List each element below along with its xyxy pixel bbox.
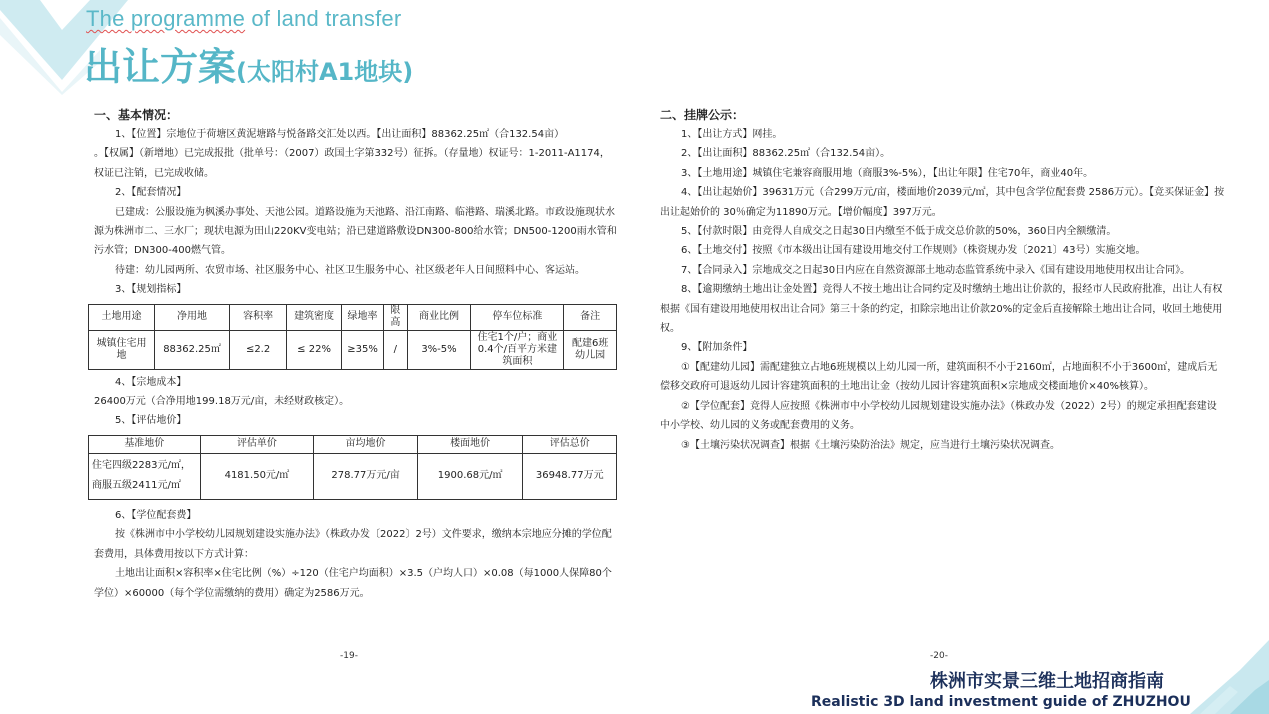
title-english — [86, 6, 401, 32]
table-cell: 配建6班幼儿园 — [564, 330, 617, 369]
list-item: 4、【出让起始价】39631万元（合299万元/亩，楼面地价2039元/㎡，其中包含学位配套费 2586万元）。【竞买保证金】按出让起始价的 30％确定为11890万元。【增价幅度】397万元。 — [660, 187, 1225, 218]
table-header-row — [89, 435, 617, 453]
table-cell: ≥35% — [341, 330, 383, 369]
title-english-part2: of land transfer — [245, 6, 402, 31]
table-cell: 住宅1个/户；商业0.4个/百平方米建筑面积 — [471, 330, 564, 369]
planning-indicators-heading: 3、【规划指标】 — [115, 284, 187, 296]
list-item: 2、【出让面积】88362.25㎡（合132.54亩）。 — [681, 148, 891, 160]
footer-title-english: Realistic 3D land investment guide of ZHUZHOU — [811, 694, 1191, 710]
list-item: 5、【付款时限】由竞得人自成交之日起30日内缴至不低于成交总价款的50%，360日内全额缴清。 — [681, 226, 1117, 238]
section-listing-heading: 二、挂牌公示： — [660, 108, 745, 122]
title-chinese-main: 出让方案 — [84, 45, 237, 89]
education-fee-paragraph: 按《株洲市中小学校幼儿园规划建设实施办法》（株政办发〔2022〕2号）文件要求，缴纳本宗地应分摊的学位配套费用，具体费用按以下方式计算： — [94, 529, 612, 560]
facilities-pending-paragraph: 待建：幼儿园两所、农贸市场、社区服务中心、社区卫生服务中心、社区级老年人日间照料中心、客运站。 — [115, 264, 585, 276]
table-cell: 土地用途 — [89, 304, 155, 330]
appraisal-heading: 5、【评估地价】 — [115, 415, 187, 427]
base-price-residential: 住宅四级2283元/㎡， — [92, 460, 191, 472]
list-item: ①【配建幼儿园】需配建独立占地6班规模以上幼儿园一所，建筑面积不小于2160㎡，占地面积不小于3600㎡，建成后无偿移交政府可退返幼儿园计容建筑面积的土地出让金（按幼儿园计容建筑面积×宗地成交楼面地价×40%核算）。 — [660, 361, 1218, 393]
table-cell: 商业比例 — [407, 304, 471, 330]
table-cell: 停车位标准 — [471, 304, 564, 330]
right-page-content — [660, 105, 1225, 455]
page-number-left: -19- — [340, 651, 358, 661]
list-item: 8、【逾期缴纳土地出让金处置】竞得人不按土地出让合同约定及时缴纳土地出让价款的，报经市人民政府批准，出让人有权根据《国有建设用地使用权出让合同》第三十条的约定，扣除宗地出让价款20%的定金后直接解除土地出让合同，收回土地使用权。 — [660, 284, 1223, 335]
left-page-content — [94, 105, 618, 603]
title-chinese — [84, 36, 413, 91]
table-cell: 限高 — [384, 304, 408, 330]
location-paragraph: 1、【位置】宗地位于荷塘区黄泥塘路与悦备路交汇处以西。【出让面积】88362.25㎡（合132.54亩） — [115, 129, 565, 140]
table-row — [89, 453, 617, 499]
table-header-row — [89, 304, 617, 330]
table-cell: 亩均地价 — [314, 435, 418, 453]
list-item: 1、【出让方式】网挂。 — [681, 129, 783, 140]
table-cell: 城镇住宅用地 — [89, 330, 155, 369]
table-cell: 基准地价 — [89, 435, 201, 453]
table-cell: 楼面地价 — [417, 435, 523, 453]
base-price-commercial: 商服五级2411元/㎡ — [92, 480, 181, 492]
table-cell: 绿地率 — [341, 304, 383, 330]
table-cell: 建筑密度 — [287, 304, 342, 330]
title-english-part1: The programme — [86, 6, 246, 31]
table-cell: 净用地 — [155, 304, 230, 330]
appraisal-table — [88, 435, 617, 500]
table-cell — [89, 453, 201, 499]
ownership-paragraph: 。【权属】（新增地）已完成报批（批单号：（2007）政国土字第332号）征拆。（存量地）权证号：1-2011-A1174，权证已注销，已完成收储。 — [94, 148, 610, 179]
table-cell: 36948.77万元 — [523, 453, 617, 499]
list-item: 9、【附加条件】 — [681, 342, 753, 354]
footer-title-chinese: 株洲市实景三维土地招商指南 — [930, 671, 1164, 692]
land-cost-paragraph: 26400万元（合净用地199.18万元/亩，未经财政核定）。 — [94, 396, 350, 408]
table-row — [89, 330, 617, 369]
list-item: 7、【合同录入】宗地成交之日起30日内应在自然资源部土地动态监管系统中录入《国有建设用地使用权出让合同》。 — [681, 264, 1191, 276]
list-item: ②【学位配套】竞得人应按照《株洲市中小学校幼儿园规划建设实施办法》（株政办发（2022）2号）的规定承担配套建设中小学校、幼儿园的义务或配套费用的义务。 — [660, 400, 1217, 432]
list-item: 3、【土地用途】城镇住宅兼容商服用地（商服3%-5%），【出让年限】住宅70年，商业40年。 — [681, 167, 1094, 179]
table-cell: 3%-5% — [407, 330, 471, 369]
table-cell: 88362.25㎡ — [155, 330, 230, 369]
table-cell: ≤2.2 — [230, 330, 287, 369]
table-cell: 容积率 — [230, 304, 287, 330]
list-item: 6、【土地交付】按照《市本级出让国有建设用地交付工作规则》（株资规办发〔2021〕43号）实施交地。 — [681, 245, 1146, 257]
table-cell: ≤ 22% — [287, 330, 342, 369]
section-basic-info-heading: 一、基本情况： — [94, 108, 179, 122]
table-cell: / — [384, 330, 408, 369]
table-cell: 4181.50元/㎡ — [200, 453, 314, 499]
education-fee-formula: 土地出让面积×容积率×住宅比例（%）÷120（住宅户均面积）×3.5（户均人口）×0.08（每1000人保障80个学位）×60000（每个学位需缴纳的费用）确定为2586万元。 — [94, 568, 612, 599]
title-chinese-sub: (太阳村A1地块) — [236, 58, 414, 86]
table-cell: 1900.68元/㎡ — [417, 453, 523, 499]
page-number-right: -20- — [930, 651, 948, 661]
facilities-heading: 2、【配套情况】 — [115, 187, 187, 199]
table-cell: 评估总价 — [523, 435, 617, 453]
list-item: ③【土壤污染状况调查】根据《土壤污染防治法》规定，应当进行土壤污染状况调查。 — [681, 439, 1060, 451]
table-cell: 评估单价 — [200, 435, 314, 453]
table-cell: 278.77万元/亩 — [314, 453, 418, 499]
table-cell: 备注 — [564, 304, 617, 330]
planning-indicators-table — [88, 304, 617, 370]
facilities-built-paragraph: 已建成：公服设施为枫溪办事处、天池公园。道路设施为天池路、沿江南路、临港路、瑞溪北路。市政设施现状水源为株洲市二、三水厂；现状电源为田山220KV变电站；沿已建道路敷设DN300-800给水管；DN500-1200雨水管和污水管；DN300-400燃气管。 — [94, 206, 617, 257]
land-cost-heading: 4、【宗地成本】 — [115, 376, 187, 388]
education-fee-heading: 6、【学位配套费】 — [115, 509, 197, 521]
